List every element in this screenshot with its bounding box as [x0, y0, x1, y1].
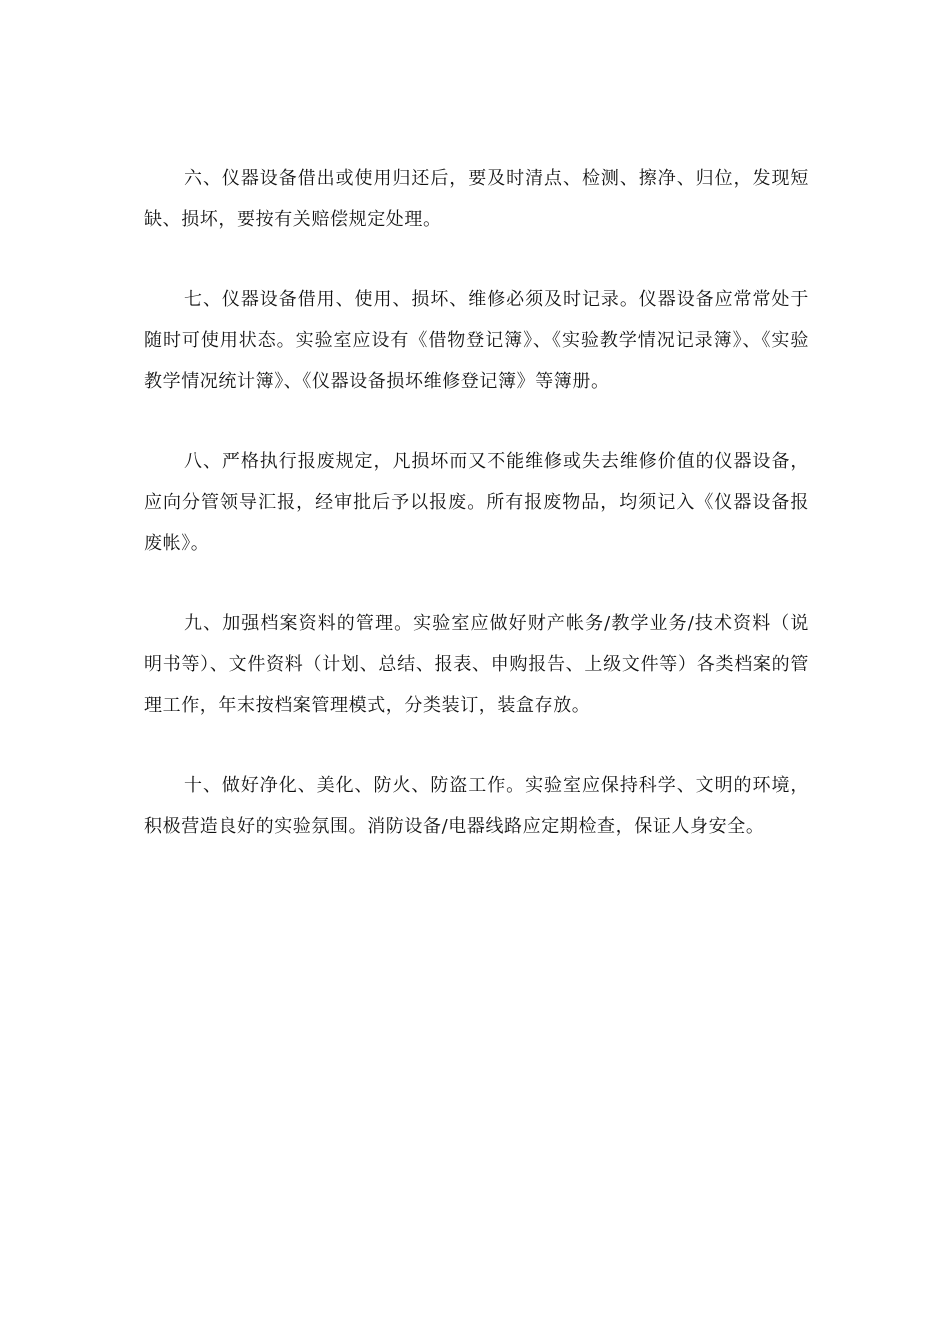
- paragraph-item-7: 七、仪器设备借用、使用、损坏、维修必须及时记录。仪器设备应常常处于随时可使用状态。实验室应设有《借物登记簿》、《实验教学情况记录簿》、《实验教学情况统计簿》、《仪器设备损坏维修登记簿》等簿册。: [144, 289, 809, 392]
- paragraph-item-8: 八、严格执行报废规定，凡损坏而又不能维修或失去维修价值的仪器设备，应向分管领导汇报，经审批后予以报废。所有报废物品，均须记入《仪器设备报废帐》。: [144, 451, 809, 554]
- document-body: [144, 158, 809, 847]
- paragraph-item-10: 十、做好净化、美化、防火、防盗工作。实验室应保持科学、文明的环境，积极营造良好的实验氛围。消防设备/电器线路应定期检查，保证人身安全。: [144, 775, 809, 837]
- paragraph-item-6: 六、仪器设备借出或使用归还后，要及时清点、检测、擦净、归位，发现短缺、损坏，要按有关赔偿规定处理。: [144, 168, 809, 230]
- paragraph-item-9: 九、加强档案资料的管理。实验室应做好财产帐务/教学业务/技术资料（说明书等）、文件资料（计划、总结、报表、申购报告、上级文件等）各类档案的管理工作，年末按档案管理模式，分类装订，装盒存放。: [144, 613, 809, 716]
